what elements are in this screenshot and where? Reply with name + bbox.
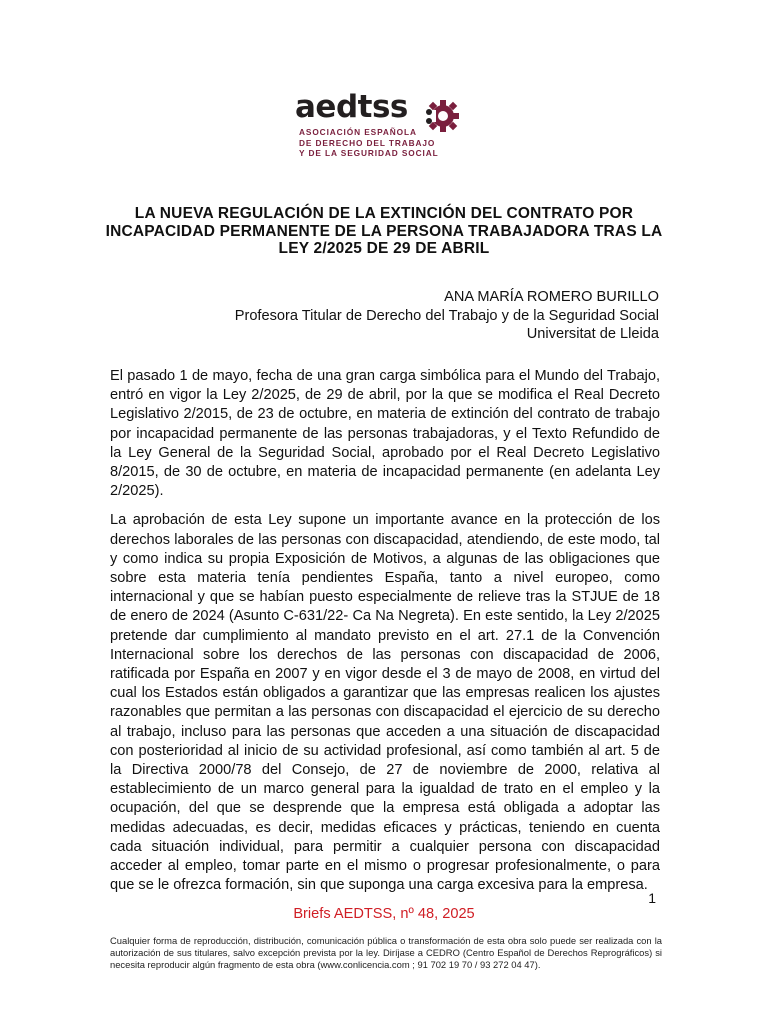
author-name: ANA MARÍA ROMERO BURILLO xyxy=(444,289,659,305)
author-position: Profesora Titular de Derecho del Trabajo y de la Seguridad Social xyxy=(234,307,659,324)
aedtss-logo xyxy=(295,90,480,165)
copyright-footer: Cualquier forma de reproducción, distribución, comunicación pública o transformación de esta obra solo puede ser realizada con la autorización de sus titulares, salvo excepción prevista por la ley. Diríjase a CEDRO (Centro Español de Derechos Reprográficos) si necesita reproducir algún fragmento de esta obra (www.conlicencia.com ; 91 702 19 70 / 93 272 04 47). xyxy=(110,935,662,971)
body-paragraph: La aprobación de esta Ley supone un importante avance en la protección de los derechos laborales de las personas con discapacidad, atendiendo, de este modo, tal y como indica su propia Exposición de Motivos, a algunas de las obligaciones que sobre esta materia tenía pendientes España, tanto a nivel europeo, como internacional y que se habían puesto especialmente de relieve tras la STJUE de 18 de enero de 2024 (Asunto C-631/22- Ca Na Negreta). En este sentido, la Ley 2/2025 pretende dar cumplimiento al mandato previsto en el art. 27.1 de la Convención Internacional sobre los derechos de las personas con discapacidad de 2006, ratificada por España en 2007 y en vigor desde el 3 de mayo de 2008, en virtud del cual los Estados están obligados a garantizar que las empresas realicen los ajustes razonables que permitan a las personas con discapacidad el ejercicio de su derecho al trabajo, incluso para las personas que acceden a una situación de discapacidad con posterioridad al inicio de su actividad profesional, así como también al art. 5 de la Directiva 2000/78 del Consejo, de 27 de noviembre de 2000, relativa al establecimiento de un marco general para la igualdad de trato en el empleo y la ocupación, del que se desprende que la empresa está obligada a adoptar las medidas adecuadas, es decir, medidas eficaces y prácticas, teniendo en cuenta cada situación individual, para permitir a cualquier persona con discapacidad acceder al empleo, tomar parte en el mismo o progresar profesionalmente, o para que se le ofrezca formación, sin que suponga una carga excesiva para la empresa. xyxy=(110,512,660,894)
logo-tagline-line: ASOCIACIÓN ESPAÑOLA xyxy=(299,127,417,137)
logo-tagline xyxy=(299,127,439,159)
brief-reference: Briefs AEDTSS, nº 48, 2025 xyxy=(293,906,475,922)
document-body xyxy=(110,367,660,905)
body-paragraph: El pasado 1 de mayo, fecha de una gran carga simbólica para el Mundo del Trabajo, entró en vigor la Ley 2/2025, de 29 de abril, por la que se modifica el Real Decreto Legislativo 2/2015, de 23 de octubre, en materia de extinción del contrato de trabajo por incapacidad permanente de las personas trabajadoras, y el Texto Refundido de la Ley General de la Seguridad Social, aprobado por el Real Decreto Legislativo 8/2015, de 30 de octubre, en materia de incapacidad permanente (en adelanta Ley 2/2025). xyxy=(110,368,660,500)
document-title: LA NUEVA REGULACIÓN DE LA EXTINCIÓN DEL CONTRATO POR INCAPACIDAD PERMANENTE DE LA PERSONA TRABAJADORA TRAS LA LEY 2/2025 DE 29 DE ABRIL xyxy=(105,205,663,257)
author-institution: Universitat de Lleida xyxy=(526,326,659,342)
logo-tagline-line: DE DERECHO DEL TRABAJO xyxy=(299,137,436,148)
logo-wordmark: aedtss xyxy=(295,89,408,125)
page-number: 1 xyxy=(648,890,656,906)
author-block xyxy=(235,288,659,344)
logo-tagline-line: Y DE LA SEGURIDAD SOCIAL xyxy=(299,148,439,158)
